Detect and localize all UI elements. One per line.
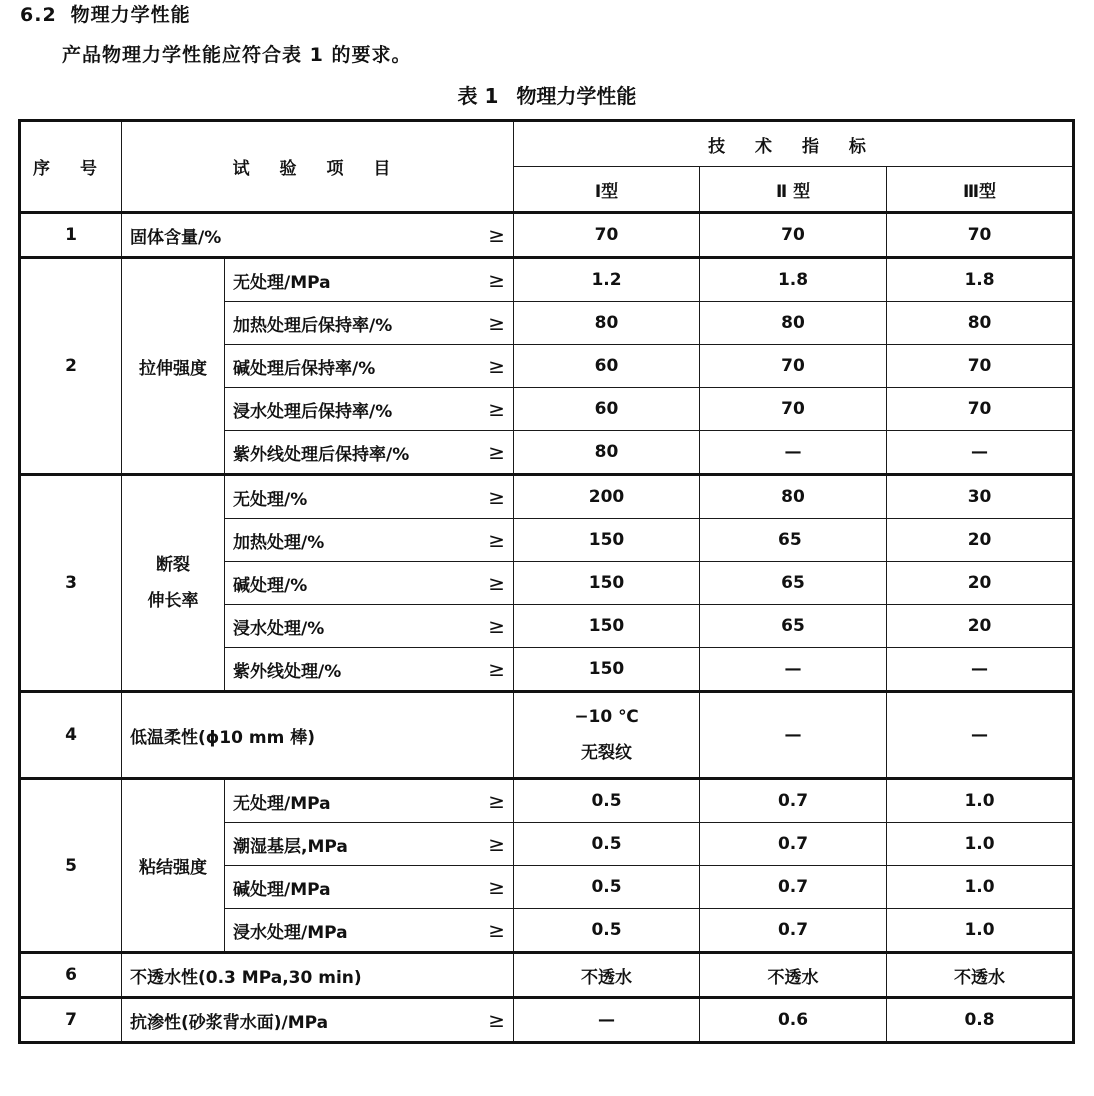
cell-type-2: 70 [700,345,887,388]
cell-type-3: 1.8 [887,258,1074,302]
row-seq: 5 [20,779,122,953]
cell-type-3: — [887,692,1074,779]
cell-type-2: 0.7 [700,909,887,953]
cell-type-3: — [887,648,1074,692]
ge-symbol: ≥ [488,223,506,247]
intro-paragraph: 产品物理力学性能应符合表 1 的要求。 [62,44,412,66]
properties-table [18,119,1075,1044]
row-subitem: 无处理/% ≥ [225,475,514,519]
row-subitem: 碱处理后保持率/% ≥ [225,345,514,388]
row-seq: 1 [20,213,122,258]
cell-type-3: 1.0 [887,909,1074,953]
cell-type-1: 200 [514,475,700,519]
header-seq: 序 号 [20,121,122,213]
row-subitem: 紫外线处理/% ≥ [225,648,514,692]
table-number: 表 1 [457,84,499,108]
cell-type-2: 0.6 [700,998,887,1043]
cell-type-1: 150 [514,648,700,692]
row-seq: 6 [20,953,122,998]
cell-type-2: — [700,431,887,475]
cell-type-1: 80 [514,302,700,345]
header-item: 试 验 项 目 [122,121,514,213]
row-item: 不透水性(0.3 MPa,30 min) [122,953,514,998]
row-subitem: 加热处理/% ≥ [225,519,514,562]
cell-type-2: 70 [700,213,887,258]
section-title: 物理力学性能 [70,4,191,26]
cell-type-2: 65 [700,605,887,648]
cell-type-3: 20 [887,562,1074,605]
cell-type-1: 不透水 [514,953,700,998]
cell-type-1: 0.5 [514,866,700,909]
row-subitem: 浸水处理/% ≥ [225,605,514,648]
cell-type-2: 80 [700,475,887,519]
row-subitem: 加热处理后保持率/% ≥ [225,302,514,345]
cell-type-3: 20 [887,519,1074,562]
row-subitem: 浸水处理后保持率/% ≥ [225,388,514,431]
cell-type-1: 70 [514,213,700,258]
header-type-1: Ⅰ型 [514,167,700,213]
table-row [20,475,1074,519]
row-subitem: 浸水处理/MPa ≥ [225,909,514,953]
table-row [20,213,1074,258]
cell-type-2: 不透水 [700,953,887,998]
row-subitem: 紫外线处理后保持率/% ≥ [225,431,514,475]
cell-type-2: 80 [700,302,887,345]
cell-type-2: — [700,692,887,779]
row-group: 断裂 伸长率 [122,475,225,692]
cell-type-3: 1.0 [887,823,1074,866]
cell-type-1: 150 [514,562,700,605]
header-type-2: Ⅱ 型 [700,167,887,213]
cell-type-2: 70 [700,388,887,431]
cell-type-3: 0.8 [887,998,1074,1043]
table-title: 物理力学性能 [516,84,637,108]
cell-type-3: 1.0 [887,866,1074,909]
row-seq: 2 [20,258,122,475]
cell-type-3: 20 [887,605,1074,648]
cell-type-2: — [700,648,887,692]
header-row [20,121,1074,167]
cell-type-1: 80 [514,431,700,475]
row-subitem: 潮湿基层,MPa ≥ [225,823,514,866]
cell-type-1: −10 ℃ 无裂纹 [514,692,700,779]
cell-type-1: 0.5 [514,909,700,953]
header-spec: 技 术 指 标 [514,121,1074,167]
cell-type-1: 1.2 [514,258,700,302]
cell-type-3: 30 [887,475,1074,519]
section-number: 6.2 [20,4,57,26]
cell-type-1: 0.5 [514,823,700,866]
cell-type-1: 60 [514,388,700,431]
row-seq: 4 [20,692,122,779]
cell-type-1: — [514,998,700,1043]
cell-type-1: 150 [514,605,700,648]
cell-type-3: 70 [887,388,1074,431]
cell-type-2: 0.7 [700,779,887,823]
row-group: 粘结强度 [122,779,225,953]
cell-type-2: 0.7 [700,866,887,909]
row-seq: 7 [20,998,122,1043]
cell-type-2: 65 [700,519,887,562]
row-group: 拉伸强度 [122,258,225,475]
cell-type-1: 60 [514,345,700,388]
table-row [20,953,1074,998]
table-row [20,692,1074,779]
cell-type-2: 0.7 [700,823,887,866]
cell-type-2: 1.8 [700,258,887,302]
cell-type-3: 70 [887,345,1074,388]
cell-type-3: 1.0 [887,779,1074,823]
table-row [20,998,1074,1043]
row-item: 固体含量/% ≥ [122,213,514,258]
cell-type-2: 65 [700,562,887,605]
table-row [20,258,1074,302]
row-item: 抗渗性(砂浆背水面)/MPa ≥ [122,998,514,1043]
cell-type-1: 0.5 [514,779,700,823]
row-subitem: 碱处理/MPa ≥ [225,866,514,909]
row-subitem: 无处理/MPa ≥ [225,258,514,302]
row-subitem: 无处理/MPa ≥ [225,779,514,823]
row-subitem: 碱处理/% ≥ [225,562,514,605]
section-heading [20,0,191,27]
row-item: 低温柔性(ϕ10 mm 棒) [122,692,514,779]
header-type-3: Ⅲ型 [887,167,1074,213]
cell-type-3: 不透水 [887,953,1074,998]
table-row [20,779,1074,823]
cell-type-3: 80 [887,302,1074,345]
cell-type-1: 150 [514,519,700,562]
cell-type-3: — [887,431,1074,475]
table-caption [0,80,1094,109]
row-seq: 3 [20,475,122,692]
cell-type-3: 70 [887,213,1074,258]
